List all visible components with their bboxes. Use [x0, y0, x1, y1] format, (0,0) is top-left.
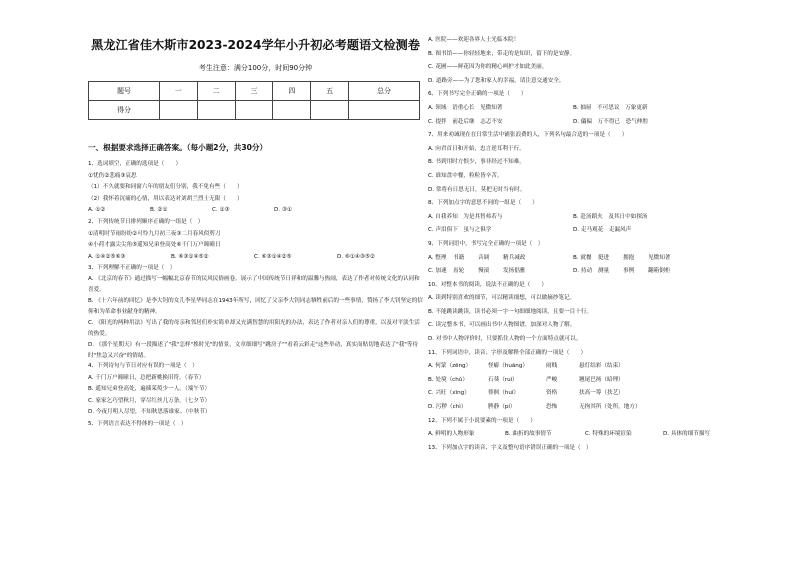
question-4: 4、下列诗句与节日对应有误的一项是（ ） — [88, 362, 198, 369]
question-8: 8、下列加点字的意思不同的一组是（ ） — [428, 200, 538, 207]
option-d-word: 测量 — [598, 268, 610, 275]
option-part: 石葵（ruì） — [488, 376, 518, 383]
option-part: 严峻 — [546, 376, 558, 383]
question-1-words: ①忧伤②悲痛③哀思 — [88, 172, 137, 179]
option-part: 扶高一筹（扶艺） — [579, 390, 624, 397]
score-row-label: 得分 — [89, 101, 160, 120]
question-4-option-b[interactable]: B. 遥知兄弟登高处，遍插茱萸少一人。（端午节） — [88, 386, 211, 393]
score-table — [88, 81, 420, 120]
question-6: 6、下列书写完全正确的一项是（ ） — [428, 91, 527, 98]
score-cell[interactable] — [311, 101, 349, 120]
section-heading: 一、根据要求选择正确答案。（每小题2分，共30分） — [88, 143, 268, 152]
option-d-word: 事例 — [623, 268, 635, 275]
option[interactable]: D. 走马观花 走漏风声 — [573, 227, 632, 234]
option[interactable]: D. ③① — [274, 207, 292, 214]
left-column — [88, 36, 423, 428]
exam-notice: 考生注意：满分100分，时间90分钟 — [198, 64, 313, 72]
option-part: 无拘其所（处所，地方） — [579, 404, 641, 411]
score-cell[interactable] — [159, 101, 197, 120]
question-9: 9、下列词语中，书写完全正确的一项是（ ） — [428, 240, 544, 247]
option-c-word[interactable]: C. 加速 — [428, 268, 447, 275]
question-8-options-row-1 — [428, 215, 718, 221]
question-7-option-b[interactable]: B. 书到用时方恨少，事非经过不知难。 — [428, 159, 525, 166]
right-column — [428, 38, 718, 451]
score-cell[interactable] — [197, 101, 235, 120]
question-1-sentence-1: （1）不久就要和同窗六年的朋友们分别，我不免有些（ ） — [88, 184, 243, 191]
option-b-word: 见微知著 — [648, 254, 671, 261]
question-2-options — [88, 255, 423, 261]
score-table-header-cell: 总分 — [349, 82, 420, 101]
option[interactable]: B. ⑥③①④⑤② — [171, 253, 209, 260]
question-10-option-b[interactable]: B. 不能跳读跳读，读书必须一字一句细细地阅读，且要一目十行。 — [428, 308, 593, 315]
option-d-word[interactable]: D. 持动 — [573, 268, 593, 275]
option-c-word: 发扬倡雅 — [503, 268, 526, 275]
option[interactable]: C. 声泪俱下 虽与之俱学 — [428, 227, 492, 234]
question-2-items-1: ①清明时节雨纷纷②可怜九月初三夜③二月春风似剪刀 — [88, 230, 221, 237]
option-part: C. 兴旺（xīng） — [428, 390, 470, 397]
option-part: A. 何蒙（zēng） — [428, 363, 472, 370]
option[interactable]: B. 赴汤蹈火 及其日中如探汤 — [573, 213, 648, 220]
question-6-options-row-1 — [428, 106, 718, 112]
score-table-header-cell: 三 — [235, 82, 273, 101]
option-a-word[interactable]: A. 整理 — [428, 254, 447, 261]
option[interactable]: A. 领域 语重心长 见微知著 — [428, 104, 503, 111]
score-cell[interactable] — [235, 101, 273, 120]
question-3-option-b[interactable]: B. 《十六年前的回忆》是李大钊的女儿李星华同志在1943年所写，回忆了父亲李大钊同志牺牲前后的一些事情，赞扬了李大钊坚定的信仰和为革命事业献身的精神。 — [88, 297, 423, 315]
score-table-header-row — [89, 82, 420, 101]
option-a-word: 音调 — [478, 254, 490, 261]
option[interactable]: A. 自我养知 为是其智弗若与 — [428, 213, 503, 220]
score-table-header-cell: 五 — [311, 82, 349, 101]
question-5-option-c[interactable]: C. 花圃——鲜花因为你的精心呵护才如此美丽。 — [428, 64, 548, 71]
question-3-option-a[interactable]: A. 《北京的春节》通过描写一幅幅北京春节的民风民俗画卷，展示了中国传统节日祥和的温馨与热闹，表达了作者对传统文化的认同和喜爱。 — [88, 275, 420, 293]
question-1-sentence-2: （2）我怀着沉痛的心情，用以表达对刘胡兰烈士无限（ ） — [88, 195, 243, 202]
option-b-word[interactable]: B. 就餐 — [573, 254, 592, 261]
question-5-option-a[interactable]: A. 医院——欢迎各界人士光临本院！ — [428, 37, 520, 43]
option[interactable]: C. ①③ — [212, 207, 230, 214]
option[interactable]: A. ①② — [88, 207, 106, 214]
question-9-options-row-1 — [428, 256, 718, 262]
question-1-options — [88, 208, 423, 214]
option-a-word: 精兵减政 — [503, 254, 526, 261]
option[interactable]: C. 提拌 前赴后继 志忑不安 — [428, 118, 503, 125]
option[interactable]: C. 特殊的环境渲染 — [585, 431, 632, 438]
question-7-option-c[interactable]: C. 谁知盘中餐，粒粒皆辛苦。 — [428, 172, 503, 179]
question-7-option-a[interactable]: A. 向君首日和开始，忠言逆耳利于行。 — [428, 145, 525, 152]
question-7-option-d[interactable]: D. 常将有日思无日，莫把无时当有时。 — [428, 186, 526, 193]
option[interactable]: B. ②① — [150, 207, 168, 214]
question-2-items-2: ④小荷才露尖尖角⑤遥知兄弟登高处⑥千门万户曈曈日 — [88, 242, 221, 249]
option[interactable]: D. 具体的细节描写 — [663, 431, 711, 438]
option-part: 徘徊（huī） — [488, 390, 520, 397]
question-11-option-b[interactable] — [428, 378, 718, 384]
option[interactable]: B. 曲折的故事情节 — [505, 431, 552, 438]
question-4-option-d[interactable]: D. 今夜月明人尽望，不知秋思落谁家。（中秋节） — [88, 409, 211, 416]
question-4-option-c[interactable]: C. 家家乞巧望秋月，穿尽红丝几万条。（七夕节） — [88, 397, 211, 404]
option[interactable]: A. 鲜明的人物形象 — [428, 431, 475, 438]
score-cell[interactable] — [273, 101, 311, 120]
question-6-options-row-2 — [428, 120, 718, 126]
score-table-header-cell: 题号 — [89, 82, 160, 101]
option-part: 脾静（pí） — [488, 404, 516, 411]
option-part: 恐怖 — [546, 404, 558, 411]
question-3: 3、下列理解不正确的一项是（ ） — [88, 265, 176, 272]
question-8-options-row-2 — [428, 228, 718, 234]
page-title: 黑龙江省佳木斯市2023-2024学年小升初必考题语文检测卷 — [91, 38, 420, 52]
option-b-word: 拥抱 — [623, 254, 635, 261]
question-13: 13、下列加点字的读音、字义及整句语序错误正确的一项是（ ） — [428, 444, 592, 451]
option-b-word: 挺进 — [598, 254, 610, 261]
question-11-option-a[interactable] — [428, 364, 718, 370]
score-table-header-cell: 一 — [159, 82, 197, 101]
option-part: 资格 — [546, 390, 558, 397]
option[interactable]: A. ①④②⑤⑥③ — [88, 253, 126, 260]
option[interactable]: D. 儡偏 万不得已 恐气伸腔 — [573, 118, 648, 125]
question-3-option-d[interactable]: D. 《那个星期天》有一段描述了"我"怎样"挨时光"的情景，文章细细写"跳房子""看着云彩走"这些举动，真实而贴切地表达了"我"等待时"焦急又兴奋"的情绪。 — [88, 341, 419, 359]
question-10: 10、对整本书的阅读，说法不正确的是（ ） — [428, 281, 547, 288]
question-4-option-a[interactable]: A. 千门万户曈曈日，总把新桃换旧符。（春节） — [88, 374, 205, 381]
option-part: 闹贱 — [546, 363, 558, 370]
question-1: 1、选词填空，正确的选项是（ ） — [88, 161, 182, 167]
score-table-header-cell: 二 — [197, 82, 235, 101]
question-9-options-row-2 — [428, 269, 718, 275]
question-3-option-c[interactable]: C. 《阳光的两种用法》写出了我的母亲和邻居们朴实简单却又充满智慧的用阳光的办法，表达了作者对亲人们的尊重，以及对平淡生活的热爱。 — [88, 319, 420, 337]
question-11-option-d[interactable] — [428, 405, 718, 411]
option-part: 悬灯结彩（结束） — [579, 363, 624, 370]
question-10-option-d[interactable]: D. 对书中人物评价时，只要抓住人物的一个方面特点就可以。 — [428, 336, 582, 343]
score-cell[interactable] — [349, 101, 420, 120]
option-c-word: 慢滚 — [478, 268, 490, 275]
option-d-word: 翻箱倒柜 — [648, 268, 671, 275]
question-12: 12、下列不属于小说要素的一项是（ ） — [428, 417, 536, 424]
question-5-option-b[interactable]: B. 图书馆——你轻轻地来，带走的是知识，留下的是安静。 — [428, 50, 576, 57]
question-10-option-c[interactable]: C. 读完整本书，可以画出书中人物图谱，加深对人物了解。 — [428, 322, 576, 329]
question-2: 2、下列传统节日排列顺序正确的一组是（ ） — [88, 218, 204, 225]
option[interactable]: B. 抽屉 不可思议 万象更新 — [573, 104, 648, 111]
option-a-word: 书籍 — [453, 254, 465, 261]
question-10-option-a[interactable]: A. 读到特别喜欢的细节，可以精读细想，可以做摘抄笔记。 — [428, 295, 576, 302]
question-5-option-d[interactable]: D. 道路旁——为了您和家人的幸福，请注意交通安全。 — [428, 77, 565, 84]
question-11: 11、下列词语中，读音、字形及解释全部正确的一项是（ ） — [428, 349, 587, 356]
question-7: 7、用来劝诫现在在日常生活中铺张浪费的人，下列名句最合适的一项是（ ） — [428, 132, 628, 139]
question-5: 5、下列语言表达不得体的一项是（ ） — [88, 420, 187, 427]
option-part: 翘尾巴扬（暗理） — [579, 376, 624, 383]
option-part: D. 污秽（chì） — [428, 404, 467, 411]
option[interactable]: C. ⑥③①④②⑤ — [254, 253, 292, 260]
question-11-option-c[interactable] — [428, 391, 718, 397]
option-c-word: 齿轮 — [453, 268, 465, 275]
score-table-header-cell: 四 — [273, 82, 311, 101]
score-table-score-row — [89, 101, 420, 120]
option[interactable]: D. ⑥①④③⑤② — [337, 253, 375, 260]
question-12-options — [428, 432, 718, 438]
option-part: 怪癖（huāng） — [488, 363, 528, 370]
option-part: B. 处境（chǔ） — [428, 376, 468, 383]
